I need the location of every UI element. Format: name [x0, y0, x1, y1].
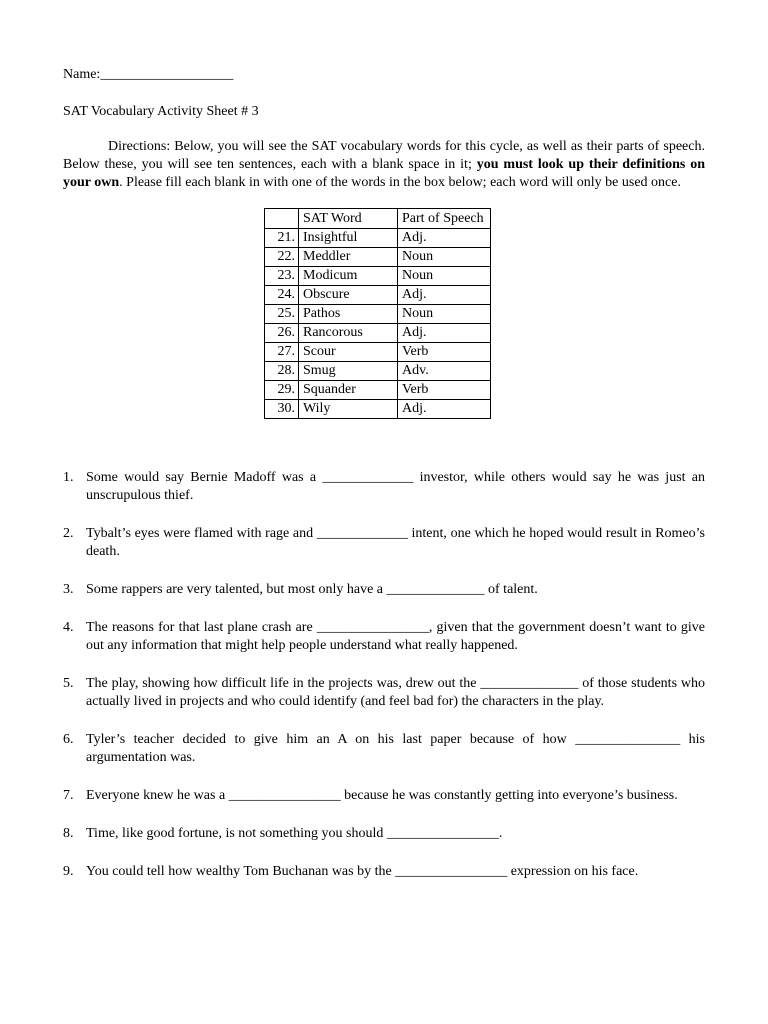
directions-text-1: Directions: Below, you will see the SAT vocabulary words for this cycle, as well as their parts of speech. Below these, you will see ten sentences, each with a blank space in it; [63, 139, 705, 172]
question-list [63, 469, 705, 881]
word-cell: Obscure [299, 286, 398, 305]
word-cell: Insightful [299, 229, 398, 248]
word-cell: Smug [299, 362, 398, 381]
question-number: 2. [63, 526, 74, 541]
word-cell: Rancorous [299, 324, 398, 343]
question-number: 9. [63, 864, 74, 879]
vocabulary-row [265, 381, 491, 400]
header-part-of-speech: Part of Speech [398, 209, 491, 229]
question-item [63, 825, 705, 843]
vocabulary-table [264, 208, 491, 419]
question-item [63, 787, 705, 805]
question-text: You could tell how wealthy Tom Buchanan was by the ________________ expression on his face. [86, 864, 639, 879]
question-text: The reasons for that last plane crash are ________________, given that the government doesn’t want to give out any information that might help people understand what really happened. [86, 620, 705, 653]
part-of-speech-cell: Adj. [398, 286, 491, 305]
question-item [63, 581, 705, 599]
word-cell: Meddler [299, 248, 398, 267]
question-item [63, 469, 705, 505]
question-item [63, 731, 705, 767]
vocabulary-row [265, 343, 491, 362]
question-text: Tyler’s teacher decided to give him an A on his last paper because of how _______________ his argumentation was. [86, 732, 705, 765]
word-cell: Modicum [299, 267, 398, 286]
directions-paragraph [63, 138, 705, 192]
question-text: The play, showing how difficult life in the projects was, drew out the ______________ of those students who actually lived in projects and who could identify (and feel bad for) the characters in the play. [86, 676, 705, 709]
word-number: 25. [265, 305, 299, 324]
word-number: 21. [265, 229, 299, 248]
question-number: 6. [63, 732, 74, 747]
question-number: 3. [63, 582, 74, 597]
question-number: 1. [63, 470, 74, 485]
vocabulary-row [265, 229, 491, 248]
part-of-speech-cell: Verb [398, 381, 491, 400]
vocabulary-table-header [265, 209, 491, 229]
part-of-speech-cell: Adj. [398, 400, 491, 419]
vocabulary-row [265, 305, 491, 324]
header-sat-word: SAT Word [299, 209, 398, 229]
question-number: 7. [63, 788, 74, 803]
vocabulary-row [265, 324, 491, 343]
question-item [63, 525, 705, 561]
question-text: Everyone knew he was a ________________ because he was constantly getting into everyone’s business. [86, 788, 678, 803]
word-cell: Scour [299, 343, 398, 362]
header-number [265, 209, 299, 229]
part-of-speech-cell: Verb [398, 343, 491, 362]
word-number: 27. [265, 343, 299, 362]
part-of-speech-cell: Adj. [398, 324, 491, 343]
sheet-title: SAT Vocabulary Activity Sheet # 3 [63, 104, 259, 119]
word-cell: Squander [299, 381, 398, 400]
question-item [63, 619, 705, 655]
question-text: Some rappers are very talented, but most only have a ______________ of talent. [86, 582, 538, 597]
question-item [63, 675, 705, 711]
word-number: 23. [265, 267, 299, 286]
question-item [63, 863, 705, 881]
question-text: Some would say Bernie Madoff was a _____________ investor, while others would say he was just an unscrupulous thief. [86, 470, 705, 503]
part-of-speech-cell: Noun [398, 305, 491, 324]
question-number: 5. [63, 676, 74, 691]
part-of-speech-cell: Adv. [398, 362, 491, 381]
word-cell: Wily [299, 400, 398, 419]
word-cell: Pathos [299, 305, 398, 324]
word-number: 30. [265, 400, 299, 419]
directions-bold-text: you must look up their definitions on your own [63, 157, 706, 190]
vocabulary-row [265, 286, 491, 305]
vocabulary-row [265, 400, 491, 419]
word-number: 28. [265, 362, 299, 381]
vocabulary-row [265, 362, 491, 381]
part-of-speech-cell: Noun [398, 248, 491, 267]
question-number: 4. [63, 620, 74, 635]
word-number: 24. [265, 286, 299, 305]
word-number: 26. [265, 324, 299, 343]
part-of-speech-cell: Adj. [398, 229, 491, 248]
vocabulary-row [265, 267, 491, 286]
question-text: Time, like good fortune, is not something you should ________________. [86, 826, 503, 841]
question-text: Tybalt’s eyes were flamed with rage and _____________ intent, one which he hoped would result in Romeo’s death. [86, 526, 705, 559]
part-of-speech-cell: Noun [398, 267, 491, 286]
directions-text-2: . Please fill each blank in with one of the words in the box below; each word will only be used once. [119, 175, 681, 190]
word-number: 29. [265, 381, 299, 400]
question-number: 8. [63, 826, 74, 841]
vocabulary-row [265, 248, 491, 267]
name-field-line: Name:___________________ [63, 67, 234, 82]
word-number: 22. [265, 248, 299, 267]
